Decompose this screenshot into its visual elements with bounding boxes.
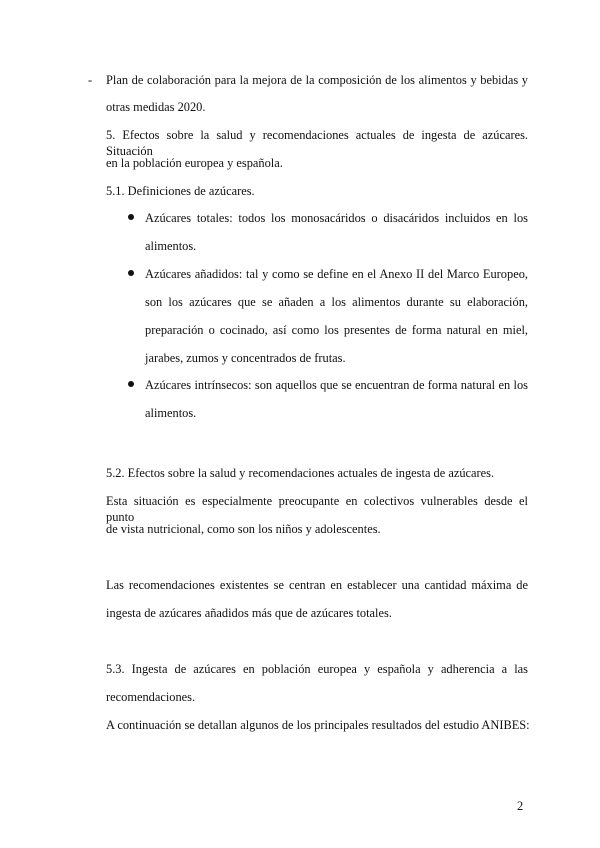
section-5-2-para2-line-1: Las recomendaciones existentes se centran en establecer una cantidad máxima de [106,578,528,592]
bullet-1-line-2: alimentos. [145,239,197,253]
bullet-3-line-1: Azúcares intrínsecos: son aquellos que se encuentran de forma natural en los [145,378,528,392]
section-5-2-heading: 5.2. Efectos sobre la salud y recomendaciones actuales de ingesta de azúcares. [106,466,495,480]
dash-marker: - [88,73,93,87]
bullet-icon [128,214,134,220]
section-5-line-1: 5. Efectos sobre la salud y recomendaciones actuales de ingesta de azúcares. Situación [106,128,528,158]
bullet-2-line-3: preparación o cocinado, así como los presentes de forma natural en miel, [145,323,528,337]
bullet-icon [128,270,134,276]
bullet-2-line-4: jarabes, zumos y concentrados de frutas. [145,351,346,365]
dash-item-line-2: otras medidas 2020. [106,100,206,114]
section-5-2-para1-line-2: de vista nutricional, como son los niños y adolescentes. [106,522,381,536]
bullet-1-line-1: Azúcares totales: todos los monosacáridos o disacáridos incluidos en los [145,211,528,225]
section-5-1-heading: 5.1. Definiciones de azúcares. [106,184,255,198]
bullet-2-line-1: Azúcares añadidos: tal y como se define en el Anexo II del Marco Europeo, [145,267,528,281]
section-5-line-2: en la población europea y española. [106,156,283,170]
bullet-2-line-2: son los azúcares que se añaden a los alimentos durante su elaboración, [145,295,528,309]
bullet-3-line-2: alimentos. [145,406,197,420]
section-5-3-heading-line-1: 5.3. Ingesta de azúcares en población europea y española y adherencia a las [106,662,528,676]
bullet-icon [128,381,134,387]
page-number: 2 [517,799,524,813]
dash-item-line-1: Plan de colaboración para la mejora de la composición de los alimentos y bebidas y [106,73,528,87]
section-5-2-para1-line-1: Esta situación es especialmente preocupante en colectivos vulnerables desde el punto [106,494,528,524]
section-5-3-heading-line-2: recomendaciones. [106,690,196,704]
section-5-3-intro: A continuación se detallan algunos de los principales resultados del estudio ANIBES: [106,718,530,732]
section-5-2-para2-line-2: ingesta de azúcares añadidos más que de azúcares totales. [106,606,392,620]
